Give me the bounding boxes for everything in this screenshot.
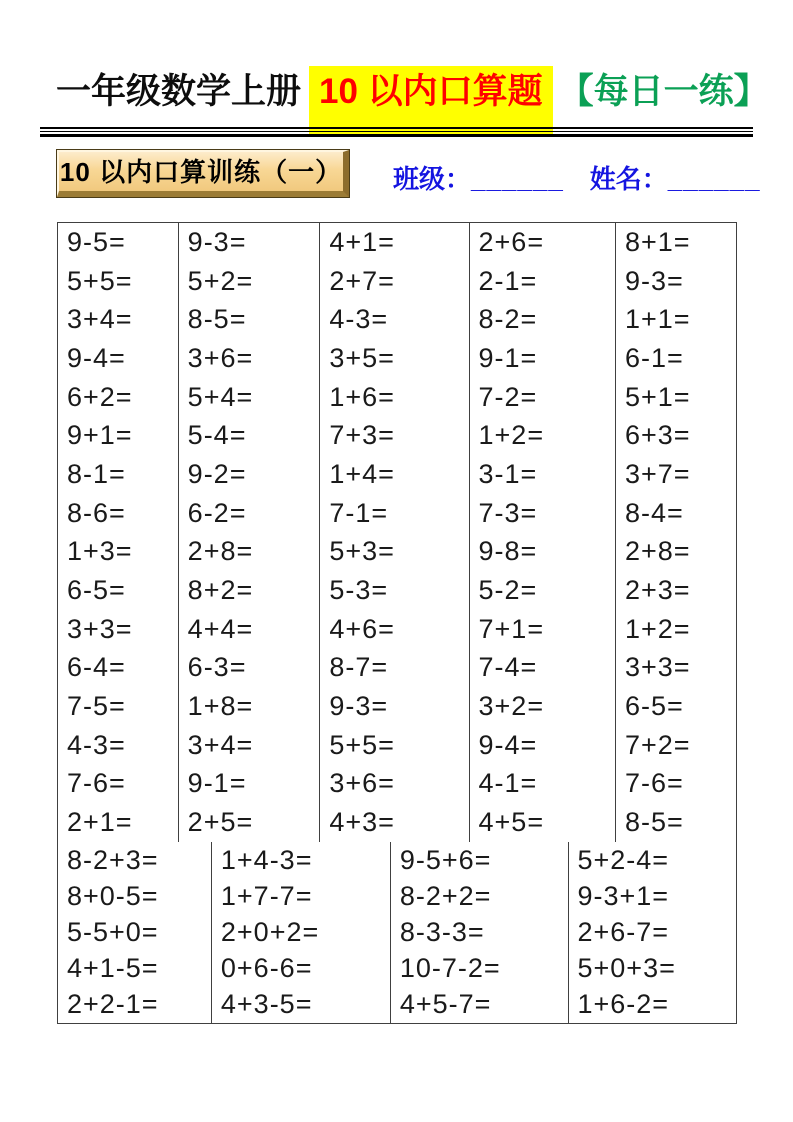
problem-cell: 4-1= [478, 768, 538, 799]
problem-cell: 4+5= [478, 807, 545, 838]
problem-cell: 7-4= [478, 652, 538, 683]
problem-cell: 5+0+3= [577, 953, 676, 984]
problems-column [58, 223, 179, 842]
problem-cell: 9-5= [67, 226, 126, 257]
problems-column [320, 223, 469, 842]
three-term-column [58, 842, 212, 1023]
problem-cell: 4-3= [67, 729, 126, 760]
problem-cell: 4+1-5= [67, 953, 159, 984]
title-divider [40, 127, 753, 137]
problem-cell: 7-2= [478, 381, 538, 412]
problem-cell: 9-3= [187, 226, 247, 257]
problem-cell: 8+0-5= [67, 880, 159, 911]
problem-cell: 7+3= [329, 420, 395, 451]
problem-cell: 7-5= [67, 691, 126, 722]
problem-cell: 2+8= [187, 536, 254, 567]
three-term-column [391, 842, 569, 1023]
problem-cell: 5+3= [329, 536, 395, 567]
problem-cell: 4-3= [329, 304, 389, 335]
problem-cell: 0+6-6= [220, 953, 313, 984]
problem-cell: 3+3= [624, 652, 691, 683]
problem-cell: 6-4= [67, 652, 126, 683]
problem-cell: 3+6= [187, 342, 254, 373]
problem-cell: 4+5-7= [399, 989, 492, 1020]
problem-cell: 8-7= [329, 652, 389, 683]
problem-cell: 2+3= [624, 575, 691, 606]
problem-cell: 4+4= [187, 613, 254, 644]
class-label: 班级： [393, 164, 472, 194]
problem-cell: 1+6-2= [577, 989, 670, 1020]
problem-cell: 2+0+2= [220, 916, 320, 947]
problem-cell: 4+1= [329, 226, 395, 257]
problem-cell: 8-5= [187, 304, 247, 335]
problem-cell: 4+3-5= [220, 989, 313, 1020]
problem-cell: 2+1= [67, 807, 133, 838]
problem-cell: 5-3= [329, 575, 389, 606]
problem-cell: 9-8= [478, 536, 538, 567]
problem-cell: 2+5= [187, 807, 254, 838]
problem-cell: 1+6= [329, 381, 395, 412]
problem-cell: 1+8= [187, 691, 254, 722]
problem-cell: 9-1= [478, 342, 538, 373]
problem-cell: 4+6= [329, 613, 395, 644]
problem-cell: 8-2+2= [399, 880, 492, 911]
problem-cell: 8-5= [624, 807, 684, 838]
problem-cell: 6-1= [624, 342, 684, 373]
problem-cell: 5-5+0= [67, 916, 159, 947]
problem-cell: 2+2-1= [67, 989, 159, 1020]
title-grade-text: 一年级数学上册 [56, 72, 302, 111]
problem-cell: 8-4= [624, 497, 684, 528]
problem-cell: 10-7-2= [399, 953, 501, 984]
name-label: 姓名： [589, 164, 668, 194]
problem-cell: 7-6= [624, 768, 684, 799]
problem-cell: 8-3-3= [399, 916, 485, 947]
problem-cell: 7-3= [478, 497, 538, 528]
two-term-section [58, 223, 736, 842]
problems-table [57, 222, 737, 1024]
three-term-column [212, 842, 391, 1023]
title-highlight-text: 10 以内口算题 [309, 66, 553, 134]
problem-cell: 6-5= [624, 691, 684, 722]
problem-cell: 9-4= [478, 729, 538, 760]
problem-cell: 2+7= [329, 265, 395, 296]
problem-cell: 1+2= [478, 420, 545, 451]
problem-cell: 3+4= [187, 729, 254, 760]
class-blank: ______ [471, 164, 564, 194]
problem-cell: 3+7= [624, 458, 691, 489]
problem-cell: 8-1= [67, 458, 126, 489]
problem-cell: 1+2= [624, 613, 691, 644]
problem-cell: 4+3= [329, 807, 395, 838]
problem-cell: 5+4= [187, 381, 254, 412]
problem-cell: 1+4-3= [220, 844, 313, 875]
problem-cell: 9+1= [67, 420, 133, 451]
problem-cell: 6+2= [67, 381, 133, 412]
problem-cell: 3+2= [478, 691, 545, 722]
problem-cell: 9-3= [329, 691, 389, 722]
problem-cell: 9-3= [624, 265, 684, 296]
problem-cell: 3+6= [329, 768, 395, 799]
problem-cell: 8-6= [67, 497, 126, 528]
problem-cell: 2+6-7= [577, 916, 670, 947]
problem-cell: 1+1= [624, 304, 691, 335]
problem-cell: 5-2= [478, 575, 538, 606]
problem-cell: 6-3= [187, 652, 247, 683]
problem-cell: 5+2= [187, 265, 254, 296]
problem-cell: 9-3+1= [577, 880, 670, 911]
problem-cell: 9-2= [187, 458, 247, 489]
problems-column [616, 223, 736, 842]
title-daily-practice-text: 【每日一练】 [558, 72, 769, 111]
problem-cell: 3-1= [478, 458, 538, 489]
problem-cell: 2-1= [478, 265, 538, 296]
problem-cell: 5-4= [187, 420, 247, 451]
divider-line [40, 131, 753, 132]
problem-cell: 7-6= [67, 768, 126, 799]
divider-line [40, 127, 753, 129]
problem-cell: 9-4= [67, 342, 126, 373]
problem-cell: 5+2-4= [577, 844, 670, 875]
problem-cell: 8+1= [624, 226, 691, 257]
problems-column [470, 223, 616, 842]
page-title [56, 66, 769, 118]
problem-cell: 8-2+3= [67, 844, 159, 875]
problem-cell: 8+2= [187, 575, 254, 606]
three-term-section [58, 842, 736, 1023]
problem-cell: 2+8= [624, 536, 691, 567]
problems-column [179, 223, 321, 842]
problem-cell: 7-1= [329, 497, 389, 528]
problem-cell: 1+7-7= [220, 880, 313, 911]
problem-cell: 5+1= [624, 381, 691, 412]
problem-cell: 9-1= [187, 768, 247, 799]
problem-cell: 3+5= [329, 342, 395, 373]
problem-cell: 1+3= [67, 536, 133, 567]
problem-cell: 9-5+6= [399, 844, 492, 875]
problem-cell: 7+2= [624, 729, 691, 760]
problem-cell: 6-5= [67, 575, 126, 606]
section-title-button: 10 以内口算训练（一） [57, 150, 349, 197]
student-fields [393, 159, 761, 199]
problem-cell: 1+4= [329, 458, 395, 489]
problem-cell: 5+5= [67, 265, 133, 296]
problem-cell: 6+3= [624, 420, 691, 451]
three-term-column [569, 842, 736, 1023]
problem-cell: 6-2= [187, 497, 247, 528]
divider-line [40, 134, 753, 137]
problem-cell: 8-2= [478, 304, 538, 335]
problem-cell: 3+4= [67, 304, 133, 335]
name-blank: ______ [667, 164, 761, 194]
problem-cell: 2+6= [478, 226, 545, 257]
problem-cell: 7+1= [478, 613, 545, 644]
problem-cell: 5+5= [329, 729, 395, 760]
problem-cell: 3+3= [67, 613, 133, 644]
